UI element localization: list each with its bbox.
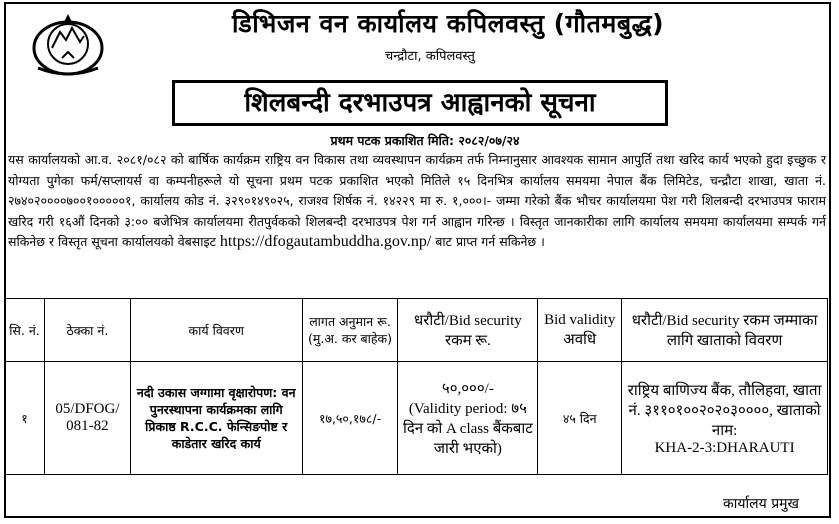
cell-contract-no: 05/DFOG/ 081-82 bbox=[44, 362, 130, 475]
notice-paragraph-tail: बाट प्राप्त गर्न सकिनेछ । bbox=[435, 234, 545, 249]
bid-security-amount: ५०,०००/- bbox=[441, 381, 494, 397]
tender-table bbox=[4, 298, 828, 475]
signatory: कार्यालय प्रमुख bbox=[723, 496, 799, 512]
cell-account bbox=[622, 362, 828, 475]
notice-title: शिलबन्दी दरभाउपत्र आह्वानको सूचना bbox=[172, 80, 668, 126]
account-bank: राष्ट्रिय बाणिज्य बैंक, तौलिहवा, खाता नं. ३११०१००२०२०३००००, खाताको नाम: bbox=[627, 382, 822, 439]
col-header-description: कार्य विवरण bbox=[130, 299, 302, 362]
col-header-account: धरौटी/Bid security रकम जम्माका लागि खाताको विवरण bbox=[622, 299, 828, 362]
cell-bid-validity: ४५ दिन bbox=[538, 362, 622, 475]
table-row bbox=[5, 362, 828, 475]
office-name: डिभिजन वन कार्यालय कपिलवस्तु (गौतमबुद्ध) bbox=[231, 9, 665, 38]
publish-date: प्रथम पटक प्रकाशित मिति: २०८२/०७/२४ bbox=[330, 133, 520, 148]
table-header-row bbox=[5, 299, 828, 362]
bid-security-note: (Validity period: ७५ दिन को A class बैंकबाट जारी भएको) bbox=[402, 401, 533, 457]
cell-sn: १ bbox=[5, 362, 45, 475]
col-header-cost-estimate: लागत अनुमान रू. (मु.अ. कर बाहेक) bbox=[302, 299, 398, 362]
office-address: चन्द्रौटा, कपिलवस्तु bbox=[385, 49, 475, 64]
cell-bid-security bbox=[398, 362, 538, 475]
cell-description: नदी उकास जग्गामा वृक्षारोपण: वन पुनरस्थापना कार्यक्रमका लागि प्रिकाष्ठ R.C.C. फेन्सिङपोष्ट र काडेतार खरिद कार्य bbox=[130, 362, 302, 475]
col-header-sn: सि. नं. bbox=[5, 299, 45, 362]
col-header-bid-security: धरौटी/Bid security रकम रू. bbox=[398, 299, 538, 362]
account-name: KHA-2-3:DHARAUTI bbox=[654, 439, 795, 456]
notice-body bbox=[8, 150, 826, 253]
col-header-contract-no: ठेक्का नं. bbox=[44, 299, 130, 362]
cell-cost-estimate: १७,५०,१७८/- bbox=[302, 362, 398, 475]
website-link[interactable]: https://dfogautambuddha.gov.np/ bbox=[219, 233, 432, 250]
nepal-government-emblem bbox=[22, 8, 114, 82]
col-header-bid-validity: Bid validity अवधि bbox=[538, 299, 622, 362]
notice-paragraph: यस कार्यालयको आ.व. २०८१/०८२ को बार्षिक कार्यक्रम राष्ट्रिय वन विकास तथा व्यवस्थापन कार्यक्रम तर्फ निम्नानुसार आवश्यक सामान आपुर्ति तथा खरिद कार्य भएको हुदा इच्छुक र योग्यता पुगेका फर्म/सप्लायर्स वा कम्पनीहरूले यो सूचना प्रथम पटक प्रकाशित भएको मितिले १५ दिनभित्र कार्यालय समयमा नेपाल बैंक लिमिटेड, चन्द्रौटा शाखा, खाता नं. २७४०२००००७००१०००००१, कार्यालय कोड नं. ३२९०१४९०२५, राजश्व शिर्षक नं. १४२२९ मा रु. १,०००।- जम्मा गरेको बैंक भौचर कार्यालयमा पेश गरी शिलबन्दी दरभाउपत्र फाराम खरिद गरी १६औं दिनको ३:०० बजेभित्र कार्यालयमा रीतपुर्वकको शिलबन्दी दरभाउपत्र पेश गर्न आह्वान गरिन्छ । विस्तृत जानकारीका लागि कार्यालय समयमा कार्यालयमा सम्पर्क गर्न सकिनेछ र विस्तृत सूचना कार्यालयको वेबसाइट bbox=[8, 152, 826, 249]
